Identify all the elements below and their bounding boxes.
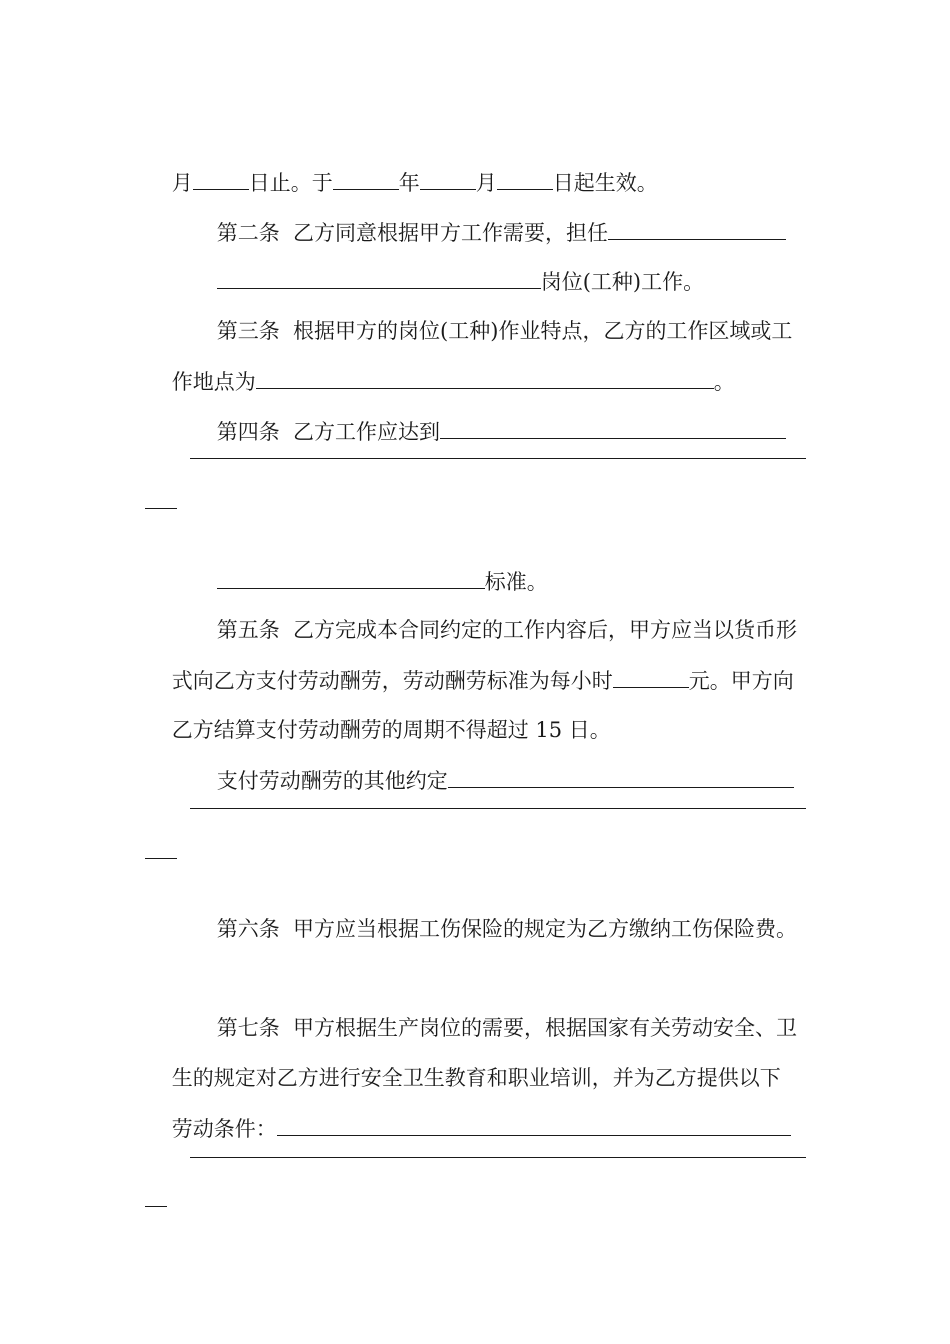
article-7-text-2: 生的规定对乙方进行安全卫生教育和职业培训，并为乙方提供以下 bbox=[171, 1066, 781, 1090]
blank-standard-2[interactable] bbox=[190, 458, 806, 459]
article-5-line-1 bbox=[190, 585, 798, 642]
effective-date-line bbox=[145, 137, 658, 195]
other-agreement-line-1 bbox=[190, 735, 794, 793]
article-5-line-2 bbox=[145, 635, 794, 693]
article-4-line-1 bbox=[190, 386, 786, 444]
blank-other-agreement-1[interactable] bbox=[448, 765, 794, 788]
text-day-end: 日止。于 bbox=[248, 171, 333, 195]
text-month-2: 月 bbox=[475, 171, 497, 195]
article-4-tail: 标准。 bbox=[484, 570, 548, 594]
blank-labor-conditions-1[interactable] bbox=[277, 1113, 791, 1136]
article-7-line-2 bbox=[145, 1033, 781, 1090]
text-year: 年 bbox=[398, 171, 420, 195]
article-5-line-3 bbox=[145, 685, 611, 742]
article-3-line-1 bbox=[190, 286, 793, 343]
article-2-line-2 bbox=[190, 236, 705, 294]
blank-hourly-rate[interactable] bbox=[613, 665, 689, 688]
article-3-workplace-label: 作地点为 bbox=[171, 370, 256, 394]
blank-standard-1[interactable] bbox=[440, 416, 786, 439]
article-5-text-4: 乙方结算支付劳动酬劳的周期不得超过 15 日。 bbox=[171, 718, 611, 742]
article-7-line-3 bbox=[145, 1083, 791, 1141]
blank-labor-conditions-3[interactable] bbox=[145, 1206, 167, 1207]
blank-other-agreement-2[interactable] bbox=[190, 808, 806, 809]
article-4-line-4 bbox=[190, 536, 548, 594]
blank-other-agreement-3[interactable] bbox=[145, 858, 177, 859]
article-2-text: 第二条 乙方同意根据甲方工作需要，担任 bbox=[216, 221, 609, 245]
blank-standard-3[interactable] bbox=[145, 508, 177, 509]
blank-labor-conditions-2[interactable] bbox=[190, 1157, 806, 1158]
article-3-end: 。 bbox=[713, 370, 735, 394]
text-effective: 日起生效。 bbox=[552, 171, 658, 195]
article-2-tail: 岗位(工种)工作。 bbox=[540, 270, 705, 294]
article-5-text-1: 第五条 乙方完成本合同约定的工作内容后，甲方应当以货币形 bbox=[216, 618, 798, 642]
article-7-text-3: 劳动条件： bbox=[171, 1117, 277, 1141]
article-3-line-2 bbox=[145, 336, 735, 394]
article-2-line-1 bbox=[190, 187, 786, 245]
article-7-line-1 bbox=[190, 983, 798, 1040]
article-6-text: 第六条 甲方应当根据工伤保险的规定为乙方缴纳工伤保险费。 bbox=[216, 917, 798, 941]
article-6-line bbox=[190, 884, 798, 941]
article-5-text-3: 元。甲方向 bbox=[688, 669, 794, 693]
article-7-text-1: 第七条 甲方根据生产岗位的需要，根据国家有关劳动安全、卫 bbox=[216, 1016, 798, 1040]
other-agreement-text: 支付劳动酬劳的其他约定 bbox=[216, 769, 448, 793]
text-month: 月 bbox=[171, 171, 193, 195]
article-5-text-2: 式向乙方支付劳动酬劳，劳动酬劳标准为每小时 bbox=[171, 669, 613, 693]
article-4-text: 第四条 乙方工作应达到 bbox=[216, 420, 441, 444]
article-3-text: 第三条 根据甲方的岗位(工种)作业特点，乙方的工作区域或工 bbox=[216, 319, 793, 343]
